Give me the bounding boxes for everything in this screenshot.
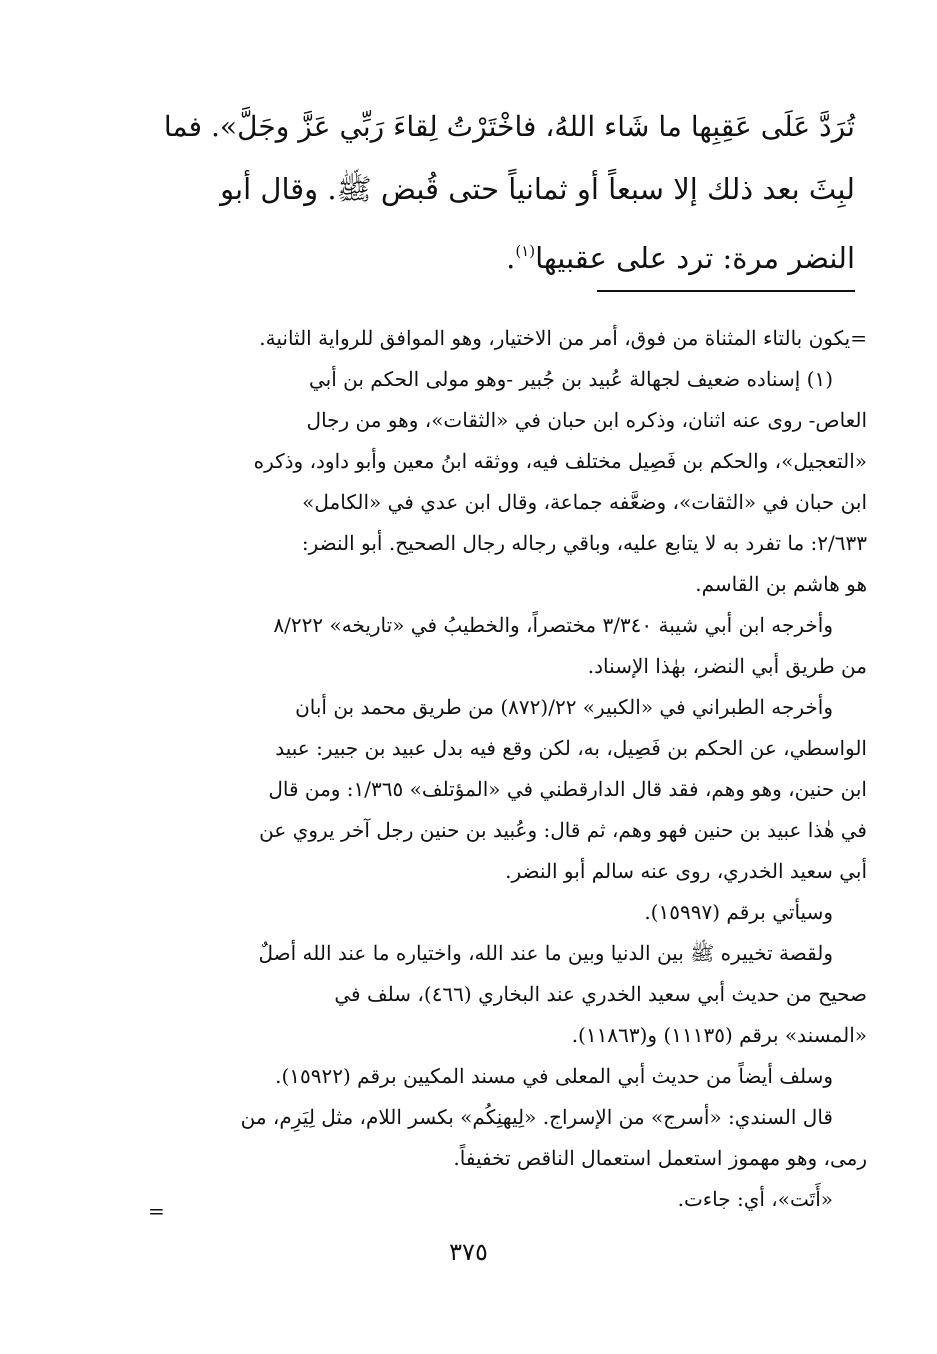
footnote-line: «التعجيل»، والحكم بن فَصِيل مختلف فيه، ووثقه ابنُ معين وأبو داود، وذكره — [253, 449, 867, 473]
footnote-line: وسيأتي برقم (١٥٩٩٧). — [644, 900, 833, 924]
footnote-line: العاص- روى عنه اثنان، وذكره ابن حبان في «الثقات»، وهو من رجال — [306, 408, 867, 432]
footnote-line: رمى، وهو مهموز استعمل استعمال الناقص تخفيفاً. — [453, 1146, 867, 1170]
footnote-separator-rule — [597, 290, 855, 292]
footnote-line: =يكون بالتاء المثناة من فوق، أمر من الاختيار، وهو الموافق للرواية الثانية. — [259, 326, 867, 350]
footnote-line: هو هاشم بن القاسم. — [695, 572, 867, 596]
footnote-line: ابن حنين، وهو وهم، فقد قال الدارقطني في «المؤتلف» ١/٣٦٥: ومن قال — [268, 777, 867, 801]
footnote-line: وأخرجه ابن أبي شيبة ٣/٣٤٠ مختصراً، والخطيبُ في «تاريخه» ٨/٢٢٢ — [273, 613, 833, 637]
footnote-reference: (١) — [515, 242, 536, 260]
footnote-line: أبي سعيد الخدري، روى عنه سالم أبو النضر. — [505, 859, 867, 883]
main-text-line-2: لبِثَ بعد ذلك إلا سبعاً أو ثمانياً حتى قُبض ﷺ. وقال أبو — [220, 172, 855, 206]
continuation-mark: = — [148, 1199, 165, 1223]
main-text-block — [150, 96, 855, 289]
footnote-line: الواسطي، عن الحكم بن فَصِيل، به، لكن وقع فيه بدل عبيد بن جبير: عبيد — [275, 736, 867, 760]
footnote-line: ٢/٦٣٣: ما تفرد به لا يتابع عليه، وباقي رجاله رجال الصحيح. أبو النضر: — [301, 531, 867, 555]
footnote-line: صحيح من حديث أبي سعيد الخدري عند البخاري (٤٦٦)، سلف في — [334, 982, 867, 1006]
main-text-line-1: تُرَدَّ عَلَى عَقِبِها ما شَاء اللهُ، فاخْتَرْتُ لِقاءَ رَبِّي عَزَّ وجَلَّ». فما — [163, 110, 855, 143]
footnote-line: «المسند» برقم (١١١٣٥) و(١١٨٦٣). — [571, 1023, 867, 1047]
footnote-line: ابن حبان في «الثقات»، وضعَّفه جماعة، وقال ابن عدي في «الكامل» — [302, 490, 867, 514]
footnote-line: في هٰذا عبيد بن حنين فهو وهم، ثم قال: وعُبيد بن حنين رجل آخر يروي عن — [259, 818, 867, 842]
footnote-line: «أَتَت»، أي: جاءت. — [677, 1187, 833, 1211]
footnote-line: ولقصة تخييره ﷺ بين الدنيا وبين ما عند الله، واختياره ما عند الله أصلٌ — [258, 941, 833, 965]
page-number: ٣٧٥ — [449, 1238, 488, 1266]
footnote-line: قال السندي: «أسرج» من الإسراج. «لِيهنِكُم» بكسر اللام، مثل لِيَرِم، من — [240, 1105, 833, 1129]
main-text-end-punctuation: . — [506, 241, 516, 275]
footnote-line: من طريق أبي النضر، بهٰذا الإسناد. — [587, 654, 867, 678]
footnote-line: وأخرجه الطبراني في «الكبير» ٢٢/(٨٧٢) من طريق محمد بن أبان — [295, 695, 833, 719]
footnote-line: (١) إسناده ضعيف لجهالة عُبيد بن جُبير -وهو مولى الحكم بن أبي — [309, 367, 833, 391]
footnote-line: وسلف أيضاً من حديث أبي المعلى في مسند المكيين برقم (١٥٩٢٢). — [275, 1064, 833, 1088]
main-text-line-3-text: النضر مرة: ترد على عقبيها — [535, 241, 855, 275]
main-text-line-3 — [150, 220, 855, 289]
footnotes-block — [150, 318, 867, 1220]
